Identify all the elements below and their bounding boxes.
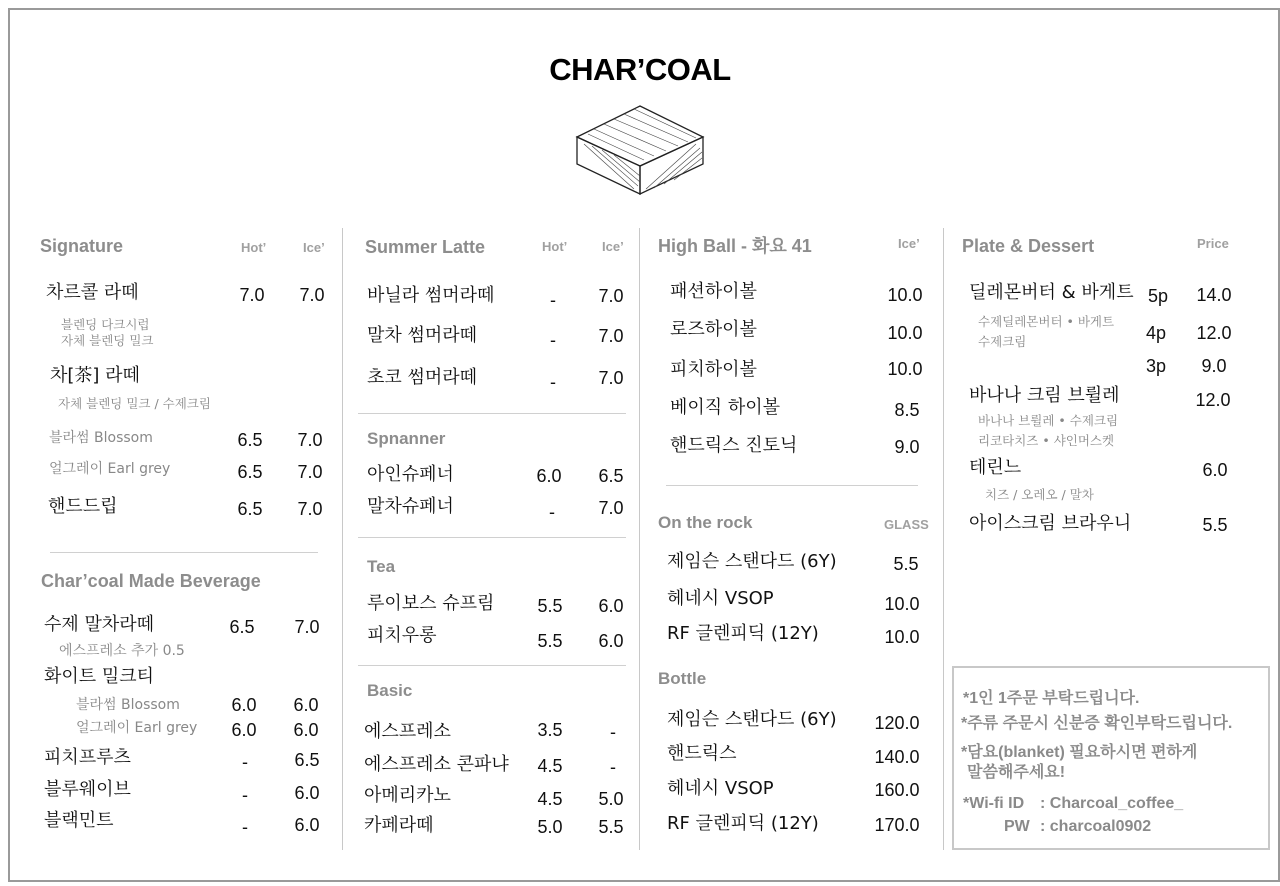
section-header-tea: Tea — [367, 557, 396, 576]
menu-item-americano: 아메리카노 — [364, 785, 451, 806]
price-ice: 6.0 — [598, 596, 624, 616]
price: 5.5 — [1202, 515, 1228, 535]
section-header-on-the-rock: On the rock — [658, 513, 753, 532]
price-ice: 5.5 — [598, 817, 624, 837]
price-ice: 6.0 — [293, 720, 319, 740]
portion-size: 3p — [1145, 356, 1167, 376]
price-ice: 6.0 — [294, 783, 320, 803]
item-desc: 수제크림 — [978, 334, 1027, 349]
section-header-summer-latte: Summer Latte — [365, 237, 486, 257]
menu-item-cafe-latte: 카페라떼 — [364, 815, 434, 836]
menu-item-handdrip: 핸드드립 — [48, 496, 118, 517]
portion-size: 4p — [1145, 323, 1167, 343]
menu-item-matcha-latte: 수제 말차라떼 — [44, 614, 155, 635]
section-header-signature: Signature — [40, 236, 124, 256]
price: 10.0 — [887, 285, 923, 305]
price-ice: 6.0 — [293, 695, 319, 715]
menu-item-blossom: 블라썸 Blossom — [49, 430, 153, 446]
price: 6.0 — [1202, 460, 1228, 480]
price-hot: - — [242, 817, 248, 837]
price-hot: 6.5 — [237, 499, 263, 519]
price-ice: 7.0 — [299, 285, 325, 305]
menu-item-hendricks-gintonic: 핸드릭스 진토닉 — [670, 435, 798, 456]
menu-item-earlgrey: 얼그레이 Earl grey — [49, 461, 171, 477]
notice-blanket: *담요(blanket) 필요하시면 편하게 — [961, 744, 1198, 761]
section-divider — [358, 413, 626, 414]
price-hot: 5.5 — [537, 596, 563, 616]
menu-item-banana-brulee: 바나나 크림 브륄레 — [969, 385, 1120, 406]
price-ice: 6.0 — [294, 815, 320, 835]
col-ice-label: Ice’ — [898, 236, 920, 251]
price: 10.0 — [887, 323, 923, 343]
menu-item-choco-summer: 초코 썸머라떼 — [367, 367, 478, 388]
price-hot: 6.5 — [237, 430, 263, 450]
section-divider — [358, 537, 626, 538]
price: 10.0 — [884, 594, 920, 614]
price-hot: - — [242, 752, 248, 772]
price-ice: 7.0 — [598, 286, 624, 306]
price: 9.0 — [1201, 356, 1227, 376]
price-hot: 7.0 — [239, 285, 265, 305]
section-header-basic: Basic — [367, 681, 413, 700]
item-desc: 수제딜레몬버터 • 바게트 — [978, 314, 1115, 329]
menu-item-glenfiddich-bottle: RF 글렌피딕 (12Y) — [667, 813, 819, 834]
menu-item-wm-earlgrey: 얼그레이 Earl grey — [76, 720, 198, 736]
price-ice: 7.0 — [598, 368, 624, 388]
menu-item-einspanner: 아인슈페너 — [367, 464, 454, 485]
price-ice: 7.0 — [297, 462, 323, 482]
price-ice: 7.0 — [297, 430, 323, 450]
price-ice: 6.5 — [598, 466, 624, 486]
price-hot: 3.5 — [537, 720, 563, 740]
menu-item-passion-highball: 패션하이볼 — [670, 281, 757, 302]
menu-item-basic-highball: 베이직 하이볼 — [670, 397, 781, 418]
price: 9.0 — [894, 437, 920, 457]
menu-item-terrine: 테린느 — [969, 457, 1022, 478]
wifi-id-label: *Wi-fi ID — [963, 795, 1025, 812]
price-hot: - — [550, 372, 556, 392]
menu-item-espresso-conpanna: 에스프레소 콘파냐 — [364, 754, 509, 775]
menu-item-peach-oolong: 피치우롱 — [367, 625, 437, 646]
price-hot: - — [550, 330, 556, 350]
section-header-highball: High Ball - 화요 41 — [658, 236, 812, 256]
price: 170.0 — [874, 815, 920, 835]
menu-item-vanilla-summer: 바닐라 썸머라떼 — [367, 285, 495, 306]
price: 8.5 — [894, 400, 920, 420]
price-ice: - — [610, 722, 616, 742]
price-hot: 4.5 — [537, 789, 563, 809]
menu-item-espresso: 에스프레소 — [364, 721, 451, 742]
price-hot: 6.0 — [231, 695, 257, 715]
charcoal-block-icon — [574, 104, 706, 196]
price-hot: - — [550, 290, 556, 310]
menu-item-icecream-brownie: 아이스크림 브라우니 — [969, 513, 1132, 534]
column-divider — [342, 228, 343, 850]
price-hot: 6.0 — [231, 720, 257, 740]
price: 140.0 — [874, 747, 920, 767]
item-desc: 자체 블렌딩 밀크 — [61, 333, 154, 348]
menu-item-hendricks-bottle: 핸드릭스 — [667, 743, 737, 764]
section-divider — [50, 552, 318, 553]
price-ice: 6.0 — [598, 631, 624, 651]
wifi-pw-label: PW — [1004, 818, 1030, 835]
price-hot: 6.5 — [237, 462, 263, 482]
menu-item-blue-wave: 블루웨이브 — [44, 779, 131, 800]
brand-title: CHAR’COAL — [549, 52, 731, 87]
section-divider — [358, 665, 626, 666]
item-desc: 바나나 브륄레 • 수제크림 — [978, 413, 1119, 428]
price-ice: 5.0 — [598, 789, 624, 809]
menu-item-matcha-summer: 말차 썸머라떼 — [367, 325, 478, 346]
item-desc: 자체 블렌딩 밀크 / 수제크림 — [58, 396, 211, 411]
wifi-id-value: : Charcoal_coffee_ — [1040, 795, 1184, 812]
menu-item-dill-lemon-butter: 딜레몬버터 & 바게트 — [969, 282, 1134, 303]
price: 10.0 — [887, 359, 923, 379]
price-hot: 6.5 — [229, 617, 255, 637]
price-hot: 5.0 — [537, 817, 563, 837]
col-ice-label: Ice’ — [602, 239, 624, 254]
section-header-plate-dessert: Plate & Dessert — [962, 236, 1095, 256]
price-hot: 5.5 — [537, 631, 563, 651]
menu-item-peach-fruits: 피치프루츠 — [44, 747, 131, 768]
section-divider — [666, 485, 918, 486]
notice-blanket-2: 말씀해주세요! — [967, 764, 1066, 781]
price-hot: 4.5 — [537, 756, 563, 776]
price: 12.0 — [1195, 390, 1231, 410]
item-desc: 치즈 / 오레오 / 말차 — [985, 487, 1094, 502]
column-divider — [639, 228, 640, 850]
menu-item-black-mint: 블랙민트 — [44, 810, 114, 831]
price-ice: 7.0 — [598, 326, 624, 346]
price: 5.5 — [893, 554, 919, 574]
col-price-label: Price — [1197, 236, 1229, 251]
price-hot: - — [549, 502, 555, 522]
column-divider — [943, 228, 944, 850]
section-header-bottle: Bottle — [658, 669, 707, 688]
item-desc: 블렌딩 다크시럽 — [61, 317, 150, 332]
menu-item-jameson-glass: 제임슨 스탠다드 (6Y) — [667, 551, 837, 572]
portion-size: 5p — [1147, 286, 1169, 306]
col-ice-label: Ice’ — [303, 240, 325, 255]
price-ice: 7.0 — [297, 499, 323, 519]
price-hot: - — [242, 785, 248, 805]
price-ice: - — [610, 757, 616, 777]
notice-one-order: *1인 1주문 부탁드립니다. — [963, 690, 1140, 707]
item-desc: 리코타치즈 • 샤인머스켓 — [978, 433, 1115, 448]
menu-item-peach-highball: 피치하이볼 — [670, 359, 757, 380]
menu-item-matcha-spanner: 말차슈페너 — [367, 496, 454, 517]
menu-item-white-milk-tea: 화이트 밀크티 — [44, 666, 155, 687]
section-header-made-beverage: Char’coal Made Beverage — [41, 571, 261, 591]
menu-item-hennessy-bottle: 헤네시 VSOP — [667, 778, 774, 799]
price: 12.0 — [1196, 323, 1232, 343]
col-glass-label: GLASS — [884, 517, 929, 532]
price-ice: 6.5 — [294, 750, 320, 770]
menu-item-tea-latte: 차[茶] 라떼 — [50, 365, 140, 386]
price-ice: 7.0 — [598, 498, 624, 518]
price-hot: 6.0 — [536, 466, 562, 486]
section-header-spnanner: Spnanner — [367, 429, 446, 448]
menu-item-hennessy-glass: 헤네시 VSOP — [667, 588, 774, 609]
menu-item-glenfiddich-glass: RF 글렌피딕 (12Y) — [667, 623, 819, 644]
menu-item-wm-blossom: 블라썸 Blossom — [76, 697, 180, 713]
col-hot-label: Hot’ — [542, 239, 568, 254]
menu-item-charcoal-latte: 차르콜 라떼 — [46, 282, 139, 303]
col-hot-label: Hot’ — [241, 240, 267, 255]
price-ice: 7.0 — [294, 617, 320, 637]
menu-item-rooibos: 루이보스 슈프림 — [367, 593, 495, 614]
menu-item-rose-highball: 로즈하이볼 — [670, 319, 757, 340]
price: 10.0 — [884, 627, 920, 647]
price: 14.0 — [1196, 285, 1232, 305]
menu-item-jameson-bottle: 제임슨 스탠다드 (6Y) — [667, 709, 837, 730]
wifi-pw-value: : charcoal0902 — [1040, 818, 1152, 835]
price: 160.0 — [874, 780, 920, 800]
item-desc: 에스프레소 추가 0.5 — [59, 643, 185, 659]
price: 120.0 — [874, 713, 920, 733]
notice-id-check: *주류 주문시 신분증 확인부탁드립니다. — [961, 715, 1233, 732]
